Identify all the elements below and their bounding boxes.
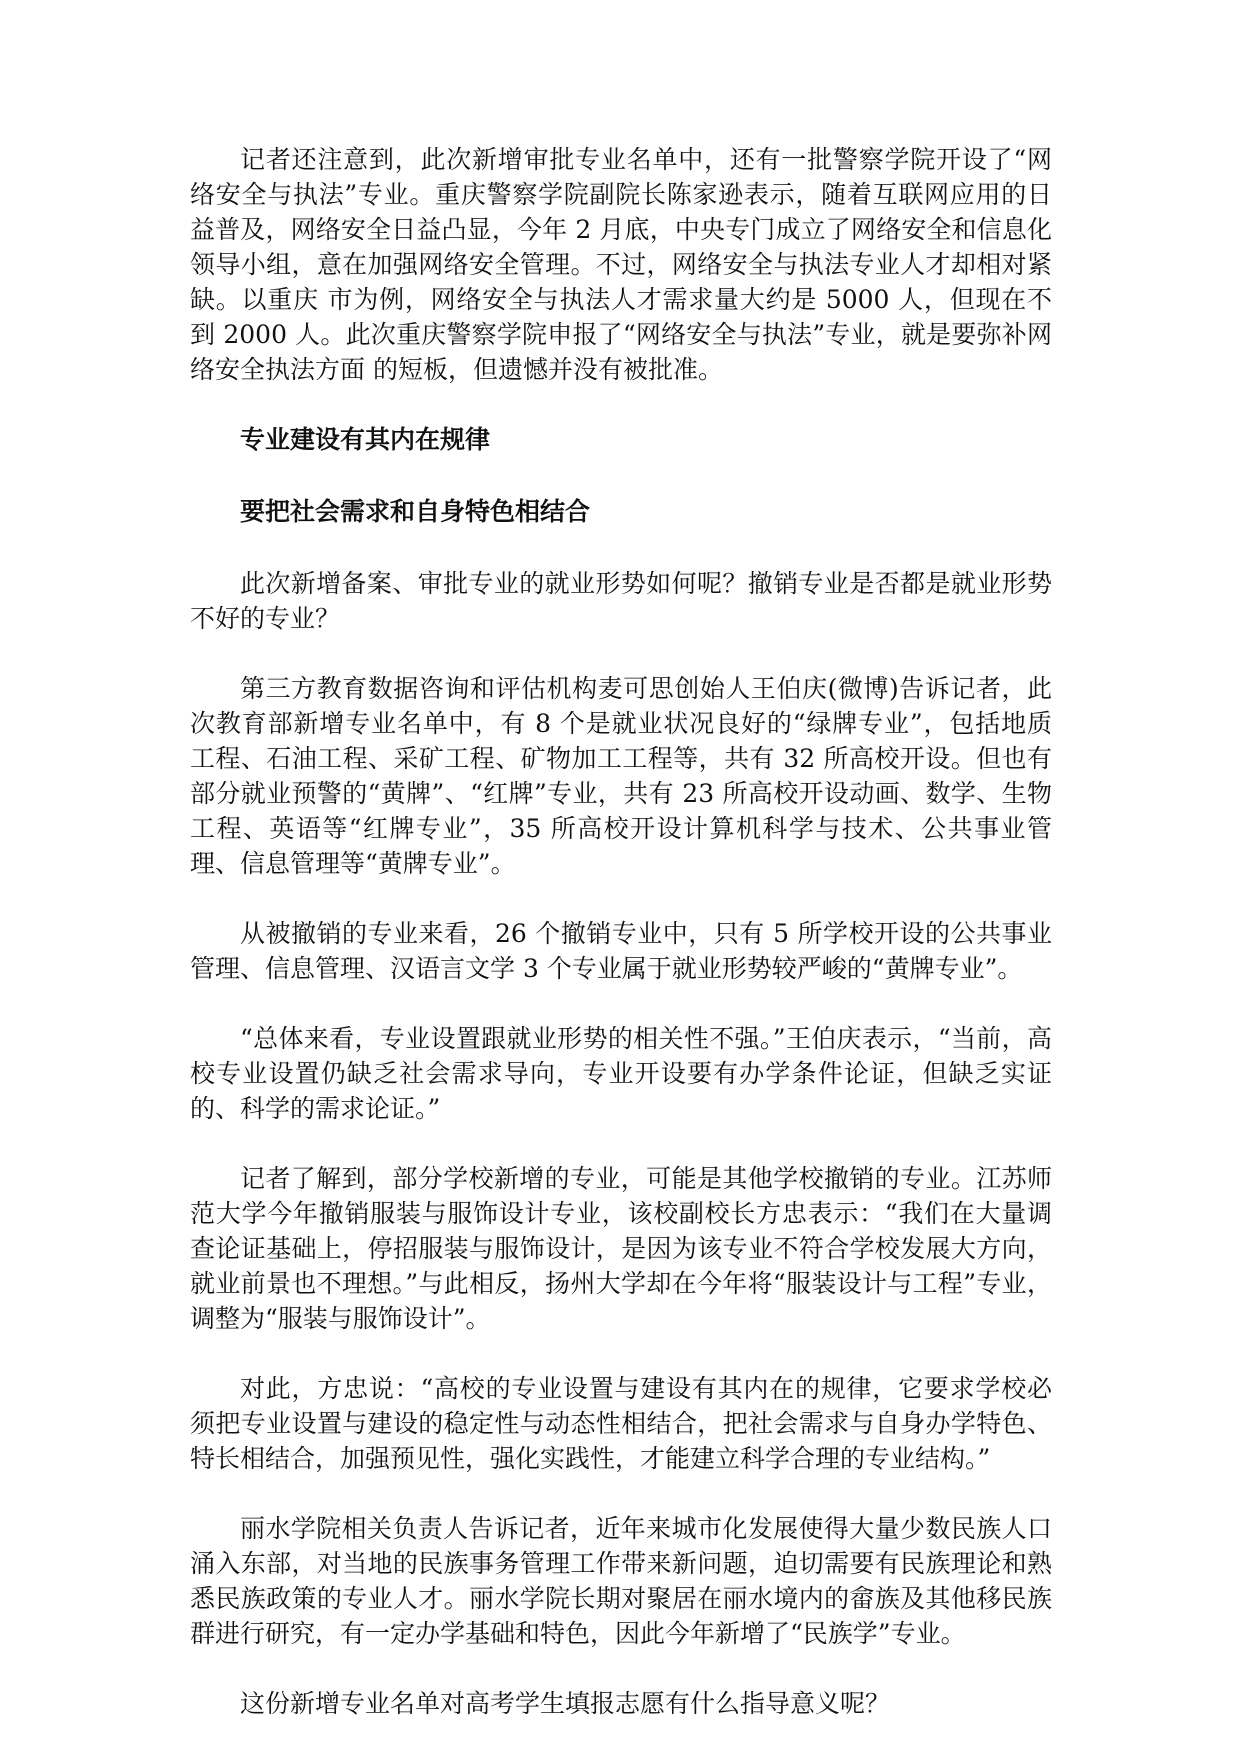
paragraph-fang-zhong-quote: 对此，方忠说：“高校的专业设置与建设有其内在的规律，它要求学校必须把专业设置与建设的稳定性与动态性相结合，把社会需求与自身办学特色、特长相结合，加强预见性，强化实践性，才能建立科学合理的专业结构。” xyxy=(190,1374,1052,1473)
paragraph-mycos-analysis: 第三方教育数据咨询和评估机构麦可思创始人王伯庆(微博)告诉记者，此次教育部新增专业名单中，有 8 个是就业状况良好的“绿牌专业”，包括地质 工程、石油工程、采矿工程、矿物加工工程等，共有 32 所高校开设。但也有部分就业预警的“黄牌”、“红牌”专业，共有 23 所高校开设动画、数学、生物工程、英语等“红牌专业”，35 所高校开设计算机科学与技术、公共事业管理、信息管理等“黄牌专业”。 xyxy=(190,674,1052,878)
paragraph-lishui-university: 丽水学院相关负责人告诉记者，近年来城市化发展使得大量少数民族人口涌入东部，对当地的民族事务管理工作带来新问题，迫切需要有民族理论和熟悉民族政策的专业人才。丽水学院长期对聚居在丽水境内的畲族及其他移民族群进行研究，有一定办学基础和特色，因此今年新增了“民族学”专业。 xyxy=(190,1514,1052,1648)
paragraph-employment-question: 此次新增备案、审批专业的就业形势如何呢？撤销专业是否都是就业形势不好的专业？ xyxy=(190,569,1052,633)
section-heading: 专业建设有其内在规律 xyxy=(240,425,491,454)
paragraph-jiangsu-normal: 记者了解到，部分学校新增的专业，可能是其他学校撤销的专业。江苏师范大学今年撤销服装与服饰设计专业，该校副校长方忠表示：“我们在大量调查论证基础上，停招服装与服饰设计，是因为该专业不符合学校发展大方向，就业前景也不理想。”与此相反，扬州大学却在今年将“服装设计与工程”专业，调整为“服装与服饰设计”。 xyxy=(190,1164,1052,1333)
article-body xyxy=(190,142,1052,1756)
paragraph-network-security-major: 记者还注意到，此次新增审批专业名单中，还有一批警察学院开设了“网络安全与执法”专业。重庆警察学院副院长陈家逊表示，随着互联网应用的日益普及，网络安全日益凸显，今年 2 月底，中央专门成立了网络安全和信息化领导小组，意在加强网络安全管理。不过，网络安全与执法专业人才却相对紧缺。以重庆 市为例，网络安全与执法人才需求量大约是 5000 人，但现在不到 2000 人。此次重庆警察学院申报了“网络安全与执法”专业，就是要弥补网络安全执法方面 的短板，但遗憾并没有被批准。 xyxy=(190,145,1052,384)
paragraph-guidance-question: 这份新增专业名单对高考学生填报志愿有什么指导意义呢？ xyxy=(240,1689,891,1718)
section-subheading: 要把社会需求和自身特色相结合 xyxy=(240,497,591,526)
paragraph-wang-quote: “总体来看，专业设置跟就业形势的相关性不强。”王伯庆表示，“当前，高校专业设置仍缺乏社会需求导向，专业开设要有办学条件论证，但缺乏实证的、科学的需求论证。” xyxy=(190,1024,1052,1123)
paragraph-revoked-majors: 从被撤销的专业来看，26 个撤销专业中，只有 5 所学校开设的公共事业管理、信息管理、汉语言文学 3 个专业属于就业形势较严峻的“黄牌专业”。 xyxy=(190,919,1052,983)
